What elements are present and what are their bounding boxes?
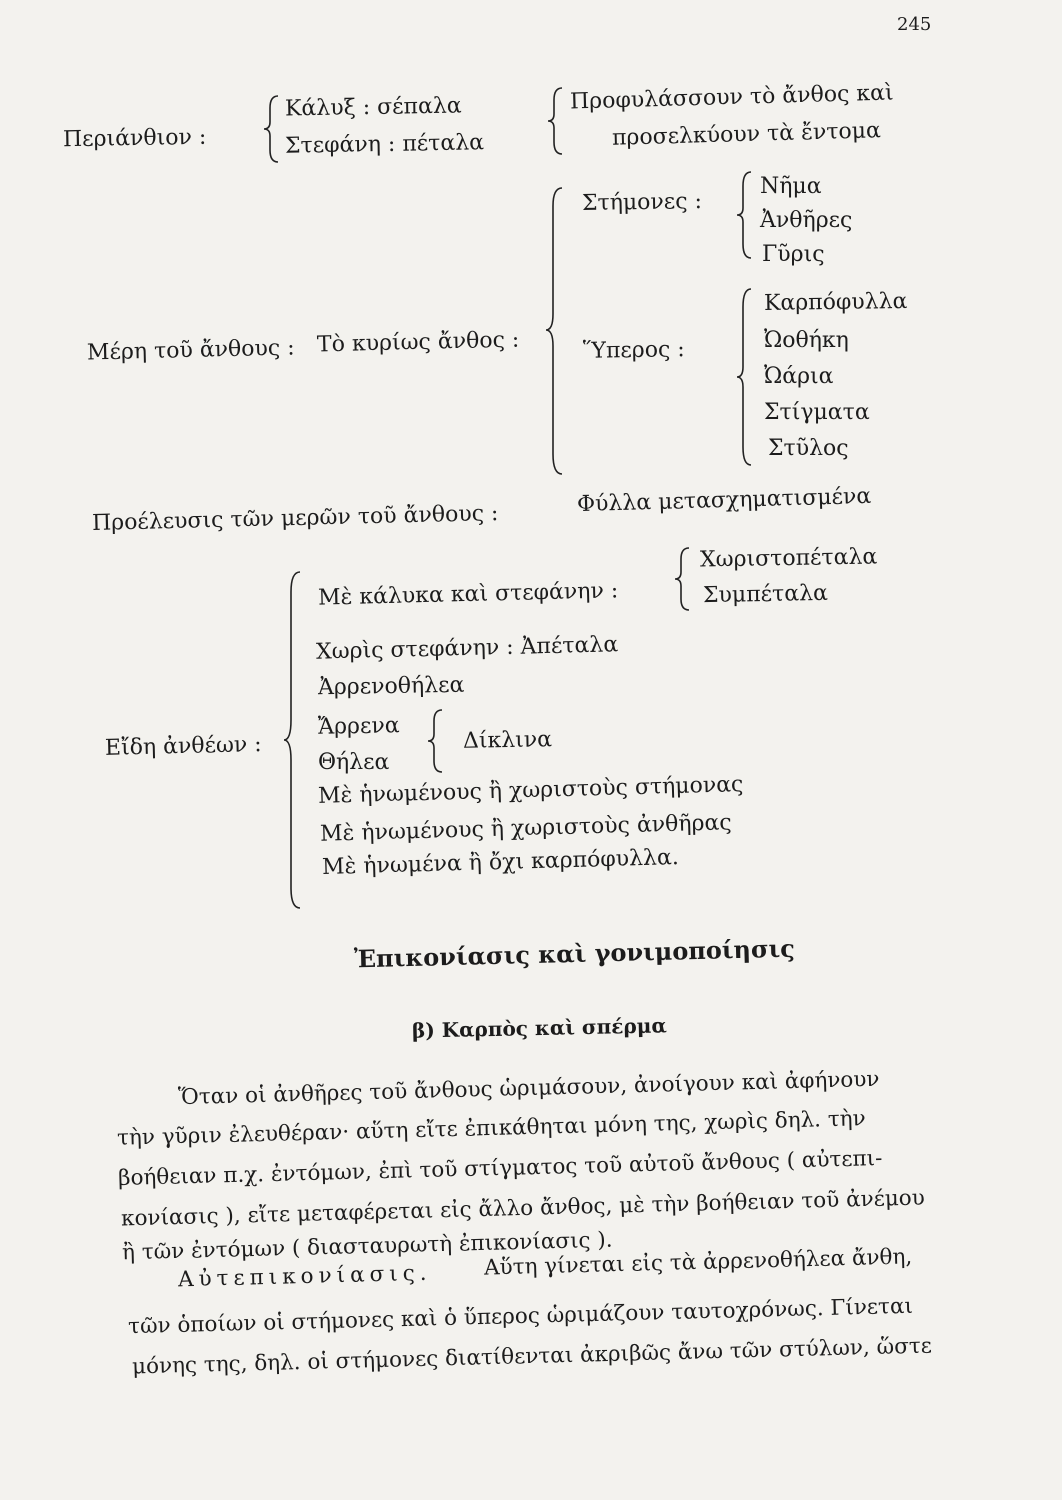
corolla-type-brace	[673, 546, 693, 612]
subsection-heading: β) Καρπὸς καὶ σπέρμα	[411, 1013, 668, 1043]
united-stamens-line: Μὲ ἡνωμένους ἢ χωριστοὺς στήμονας	[317, 772, 744, 809]
stamen-item: Νῆμα	[760, 174, 822, 199]
flower-proper-label: Τὸ κυρίως ἄνθος :	[316, 327, 520, 358]
with-calyx-corolla: Μὲ κάλυκα καὶ στεφάνην :	[317, 578, 619, 611]
section-heading: Ἐπικονίασις καὶ γονιμοποίησις	[353, 933, 796, 974]
pistil-brace	[735, 287, 755, 467]
stamen-item: Ἀνθῆρες	[760, 208, 853, 233]
body-line: τὴν γῦριν ἐλευθέραν· αὕτη εἴτε ἐπικάθηται μόνη της, χωρὶς δηλ. τὴν	[116, 1106, 866, 1151]
diclinous-brace	[426, 708, 446, 774]
corolla-line: Στεφάνη : πέταλα	[284, 130, 485, 159]
stamens-brace	[735, 170, 755, 260]
choripetalous: Χωριστοπέταλα	[699, 544, 878, 573]
body-line: κονίασις ), εἴτε μεταφέρεται εἰς ἄλλο ἄνθος, μὲ τὴν βοήθειαν τοῦ ἀνέμου	[120, 1185, 926, 1232]
body-line: Αὕτη γίνεται εἰς τὰ ἀρρενοθήλεα ἄνθη,	[483, 1244, 913, 1281]
body-line: ἢ τῶν ἐντόμων ( διασταυρωτὴ ἐπικονίασις ).	[121, 1227, 613, 1266]
apetalous-line: Χωρὶς στεφάνην : Ἀπέταλα	[315, 632, 619, 665]
pistil-item: Στίγματα	[764, 400, 870, 425]
page-number: 245	[897, 14, 932, 35]
origin-value: Φύλλα μετασχηματισμένα	[576, 483, 872, 518]
united-carpels-line: Μὲ ἡνωμένα ἢ ὄχι καρπόφυλλα.	[321, 845, 680, 880]
pistil-item: Καρπόφυλλα	[763, 288, 908, 317]
diclinous: Δίκλινα	[462, 727, 553, 754]
body-line: βοήθειαν π.χ. ἐντόμων, ἐπὶ τοῦ στίγματος τοῦ αὐτοῦ ἄνθους ( αὐτεπι-	[117, 1145, 883, 1192]
pistil-item: Ὠάρια	[764, 364, 834, 389]
male: Ἄρρενα	[317, 713, 400, 740]
stamen-item: Γῦρις	[762, 242, 825, 267]
perianth-brace	[262, 94, 282, 164]
calyx-line: Κάλυξ : σέπαλα	[284, 93, 462, 122]
kinds-brace	[282, 570, 304, 910]
female: Θήλεα	[318, 750, 390, 775]
pistil-item: Στῦλος	[768, 436, 849, 461]
body-line: Ὅταν οἱ ἀνθῆρες τοῦ ἄνθους ὡριμάσουν, ἀνοίγουν καὶ ἀφήνουν	[177, 1066, 880, 1111]
body-term: Αὐτεπικονίασις.	[177, 1260, 432, 1293]
parts-brace	[544, 186, 566, 476]
pistil-item: Ὠοθήκη	[764, 328, 849, 353]
function-brace	[546, 86, 566, 156]
pistil-label: Ὕπερος :	[582, 337, 685, 364]
origin-label: Προέλευσις τῶν μερῶν τοῦ ἄνθους :	[91, 501, 499, 536]
perianth-label: Περιάνθιον :	[62, 124, 207, 153]
sympetalous: Συμπέταλα	[702, 580, 829, 609]
parts-label: Μέρη τοῦ ἄνθους :	[86, 335, 295, 366]
stamens-label: Στήμονες :	[581, 188, 703, 217]
hermaphrodite: Ἀρρενοθήλεα	[317, 672, 465, 701]
body-line: τῶν ὁποίων οἱ στήμονες καὶ ὁ ὕπερος ὡριμάζουν ταυτοχρόνως. Γίνεται	[127, 1293, 914, 1340]
function-line-1: Προφυλάσσουν τὸ ἄνθος καὶ	[569, 80, 894, 115]
function-line-2: προσελκύουν τὰ ἔντομα	[611, 118, 882, 151]
kinds-label: Εἴδη ἀνθέων :	[104, 732, 262, 761]
body-line: μόνης της, δηλ. οἱ στήμονες διατίθενται ἀκριβῶς ἄνω τῶν στύλων, ὥστε	[131, 1333, 933, 1380]
united-anthers-line: Μὲ ἡνωμένους ἢ χωριστοὺς ἀνθῆρας	[319, 810, 732, 847]
